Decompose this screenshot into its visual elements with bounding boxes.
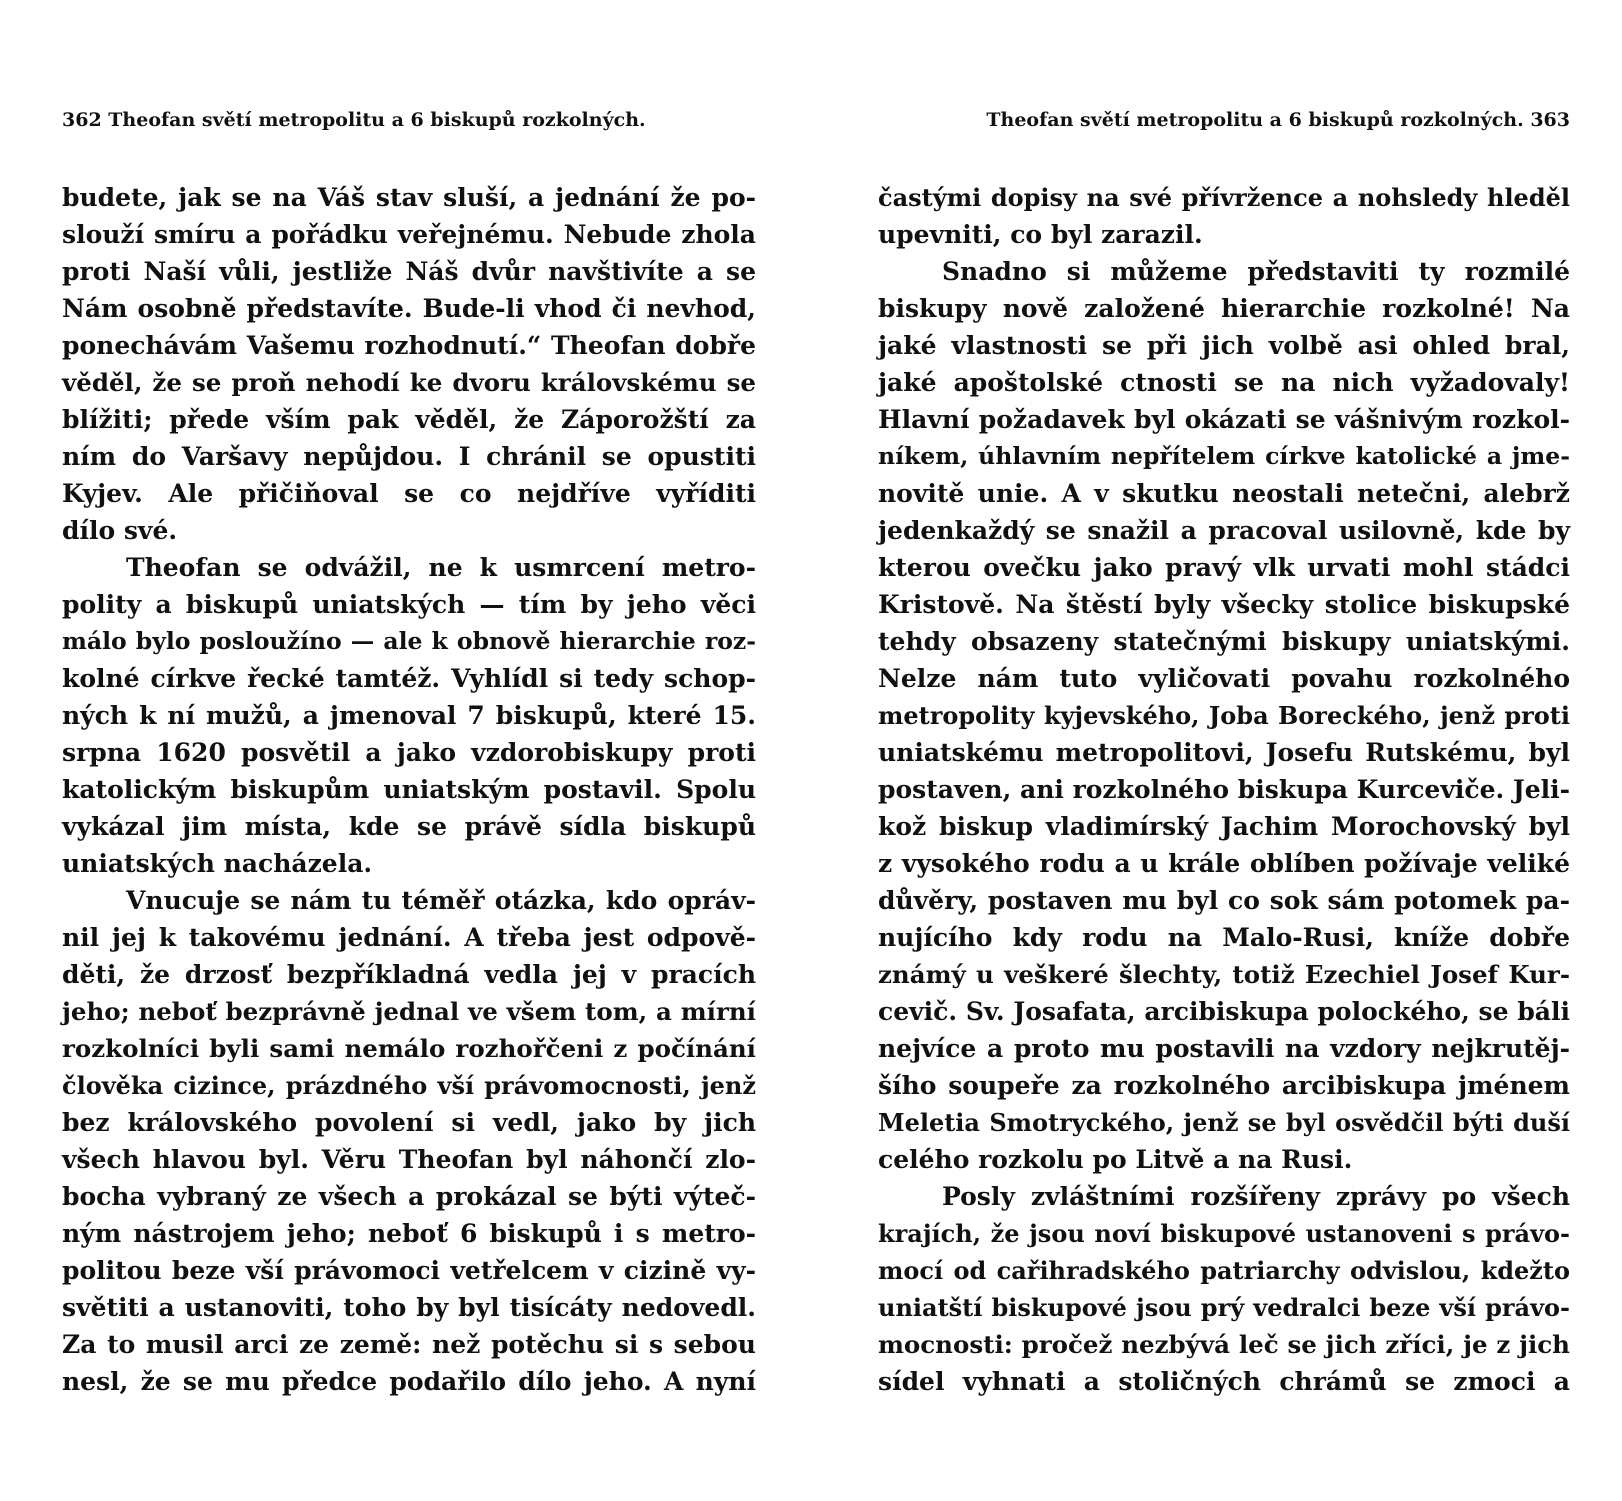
text-line: kož biskup vladimírský Jachim Morochovský byl xyxy=(878,812,1570,841)
text-line: všech hlavou byl. Věru Theofan byl náhončí zlo- xyxy=(62,1145,756,1174)
text-line: jaké apoštolské ctnosti se na nich vyžadovaly! xyxy=(878,368,1570,397)
text-line: častými dopisy na své přívržence a nohsledy hleděl xyxy=(878,183,1570,212)
text-line: děti, že drzosť bezpříkladná vedla jej v pracích xyxy=(62,960,756,989)
text-line: dílo své. xyxy=(62,516,178,545)
text-line: jaké vlastnosti se při jich volbě asi ohled bral, xyxy=(878,331,1570,360)
text-line: Nelze nám tuto vyličovati povahu rozkolného xyxy=(878,664,1570,693)
text-line: z vysokého rodu a u krále oblíben požívaje veliké xyxy=(878,849,1570,878)
text-line: Theofan se odvážil, ne k usmrcení metro- xyxy=(126,553,756,582)
text-line: světiti a ustanoviti, toho by byl tisícáty nedovedl. xyxy=(62,1293,756,1322)
text-line: srpna 1620 posvětil a jako vzdorobiskupy proti xyxy=(62,738,756,767)
text-line: ným nástrojem jeho; neboť 6 biskupů i s metro- xyxy=(62,1219,756,1248)
text-line: nil jej k takovému jednání. A třeba jest odpově- xyxy=(62,923,756,952)
text-line: polity a biskupů uniatských — tím by jeho věci xyxy=(62,590,756,619)
text-line: rozkolníci byli sami nemálo rozhořčeni z počínání xyxy=(62,1034,756,1063)
text-line: Kristově. Na štěstí byly všecky stolice biskupské xyxy=(878,590,1570,619)
text-line: málo bylo posloužíno — ale k obnově hierarchie roz- xyxy=(62,627,756,655)
text-line: postaven, ani rozkolného biskupa Kurceviče. Jeli- xyxy=(878,775,1570,804)
text-line: Meletia Smotryckého, jenž se byl osvědčil býti duší xyxy=(878,1108,1570,1137)
text-line: Snadno si můžeme představiti ty rozmilé xyxy=(942,257,1570,286)
text-line: ponechávám Vašemu rozhodnutí.“ Theofan dobře xyxy=(62,331,756,360)
text-line: Za to musil arci ze země: než potěchu si s sebou xyxy=(62,1330,756,1359)
text-line: novitě unie. A v skutku neostali netečni, alebrž xyxy=(878,479,1570,508)
text-line: Hlavní požadavek byl okázati se vášnivým rozkol- xyxy=(878,405,1570,434)
right-body-text xyxy=(878,179,1570,1400)
text-line: blížiti; přede vším pak věděl, že Záporožští za xyxy=(62,405,756,434)
text-line: Posly zvláštními rozšířeny zprávy po všech xyxy=(942,1182,1570,1211)
text-line: sídel vyhnati a stoličných chrámů se zmoci a xyxy=(878,1367,1570,1396)
text-line: ných k ní mužů, a jmenoval 7 biskupů, které 15. xyxy=(62,701,756,730)
text-line: bocha vybraný ze všech a prokázal se býti výteč- xyxy=(62,1182,756,1211)
right-running-head: Theofan světí metropolitu a 6 biskupů rozkolných. 363 xyxy=(986,109,1570,131)
text-line: celého rozkolu po Litvě a na Rusi. xyxy=(878,1145,1353,1174)
text-line: slouží smíru a pořádku veřejnému. Nebude zhola xyxy=(62,220,756,249)
text-line: katolickým biskupům uniatským postavil. Spolu xyxy=(62,775,756,804)
text-line: jeho; neboť bezprávně jednal ve všem tom, a mírní xyxy=(62,997,756,1026)
text-line: proti Naší vůli, jestliže Náš dvůr navštivíte a se xyxy=(62,257,756,286)
text-line: Kyjev. Ale přičiňoval se co nejdříve vyříditi xyxy=(62,479,756,508)
text-line: bez královského povolení si vedl, jako by jich xyxy=(62,1108,756,1137)
text-line: Vnucuje se nám tu téměř otázka, kdo opráv- xyxy=(126,886,756,915)
text-line: níkem, úhlavním nepřítelem církve katolické a jme- xyxy=(878,442,1570,470)
text-line: budete, jak se na Váš stav sluší, a jednání že po- xyxy=(62,183,756,212)
text-line: člověka cizince, prázdného vší právomocnosti, jenž xyxy=(62,1071,756,1100)
text-line: šího soupeře za rozkolného arcibiskupa jménem xyxy=(878,1071,1570,1100)
text-line: krajích, že jsou noví biskupové ustanoveni s právo- xyxy=(878,1219,1570,1248)
text-line: mocnosti: pročež nezbývá leč se jich zříci, je z jich xyxy=(878,1330,1570,1359)
text-line: vykázal jim místa, kde se právě sídla biskupů xyxy=(62,812,756,841)
text-line: metropolity kyjevského, Joba Boreckého, jenž proti xyxy=(878,701,1570,730)
text-line: kterou ovečku jako pravý vlk urvati mohl stádci xyxy=(878,553,1570,582)
text-line: biskupy nově založené hierarchie rozkolné! Na xyxy=(878,294,1570,323)
text-line: nujícího kdy rodu na Malo-Rusi, kníže dobře xyxy=(878,923,1570,952)
text-line: uniatských nacházela. xyxy=(62,849,373,878)
text-line: uniatští biskupové jsou prý vedralci beze vší právo- xyxy=(878,1293,1570,1322)
text-line: ním do Varšavy nepůjdou. I chránil se opustiti xyxy=(62,442,756,471)
text-line: upevniti, co byl zarazil. xyxy=(878,220,1203,249)
text-line: kolné církve řecké tamtéž. Vyhlídl si tedy schop- xyxy=(62,664,756,693)
text-line: uniatskému metropolitovi, Josefu Rutskému, byl xyxy=(878,738,1570,767)
text-line: známý u veškeré šlechty, totiž Ezechiel Josef Kur- xyxy=(878,960,1570,989)
text-line: mocí od cařihradského patriarchy odvislou, kdežto xyxy=(878,1256,1570,1285)
text-line: důvěry, postaven mu byl co sok sám potomek pa- xyxy=(878,886,1570,915)
text-line: nesl, že se mu předce podařilo dílo jeho. A nyní xyxy=(62,1367,756,1396)
left-running-head: 362 Theofan světí metropolitu a 6 biskupů rozkolných. xyxy=(62,109,646,131)
left-page xyxy=(62,0,756,1501)
text-line: cevič. Sv. Josafata, arcibiskupa polockého, se báli xyxy=(878,997,1570,1026)
text-line: jedenkaždý se snažil a pracoval usilovně, kde by xyxy=(878,516,1570,545)
text-line: tehdy obsazeny statečnými biskupy uniatskými. xyxy=(878,627,1570,656)
text-line: nejvíce a proto mu postavili na vzdory nejkrutěj- xyxy=(878,1034,1570,1063)
left-body-text xyxy=(62,179,756,1400)
text-line: politou beze vší právomoci vetřelcem v cizině vy- xyxy=(62,1256,756,1285)
right-page xyxy=(878,0,1570,1501)
text-line: Nám osobně představíte. Bude-li vhod či nevhod, xyxy=(62,294,756,323)
text-line: věděl, že se proň nehodí ke dvoru královskému se xyxy=(62,368,756,397)
